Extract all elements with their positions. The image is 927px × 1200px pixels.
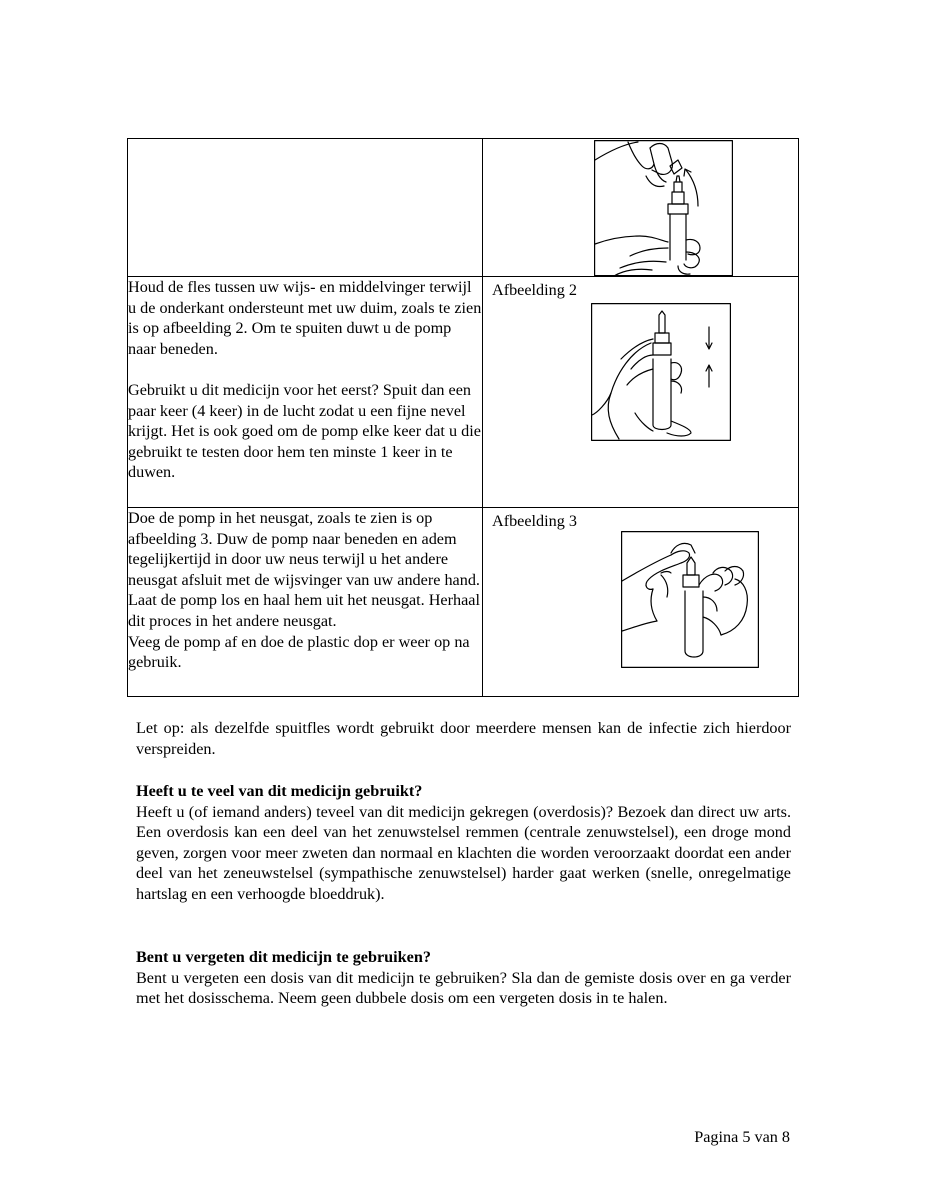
section-heading: Bent u vergeten dit medicijn te gebruiken?: [136, 948, 431, 966]
instructions-table: [127, 138, 799, 697]
section-body: Heeft u (of iemand anders) teveel van dit medicijn gekregen (overdosis)? Bezoek dan direct uw arts. Een overdosis kan een deel van het zenuwstelsel remmen (centrale zenuwstelsel), een droge mond geven, zorgen voor meer zweten dan normaal en klachten die worden veroorzaakt doordat een ander deel van het zeneuwstelsel (sympathische zenuwstelsel) harder gaat werken (snelle, onregelmatige hartslag en een verhoogde bloeddruk).: [136, 802, 791, 903]
figure-cell: [483, 139, 799, 277]
instruction-text-cell: [128, 277, 483, 508]
overdose-section: [136, 781, 791, 905]
instruction-text-cell: [128, 139, 483, 277]
nasal-spray-priming-illustration: [591, 303, 731, 441]
figure-caption: Afbeelding 2: [492, 281, 577, 299]
nasal-spray-cap-removal-illustration: [594, 140, 733, 276]
section-body: Bent u vergeten een dosis van dit medicijn te gebruiken? Sla dan de gemiste dosis over en ga verder met het dosisschema. Neem geen dubbele dosis om een vergeten dosis in te halen.: [136, 968, 791, 1008]
forgotten-dose-section: [136, 947, 791, 1009]
table-row: [128, 139, 799, 277]
instruction-paragraph: Houd de fles tussen uw wijs- en middelvinger terwijl u de onderkant ondersteunt met uw duim, zoals te zien is op afbeelding 2. Om te spuiten duwt u de pomp naar beneden.: [128, 278, 482, 358]
table-row: [128, 508, 799, 697]
page-number: Pagina 5 van 8: [694, 1128, 790, 1146]
instruction-paragraph: Doe de pomp in het neusgat, zoals te zien is op afbeelding 3. Duw de pomp naar beneden en adem tegelijkertijd in door uw neus terwijl u het andere neusgat afsluit met de wijsvinger van uw andere hand. Laat de pomp los en haal hem uit het neusgat. Herhaal dit proces in het andere neusgat. Veeg de pomp af en doe de plastic dop er weer op na gebruik.: [128, 509, 480, 672]
figure-cell: [483, 277, 799, 508]
warning-note: Let op: als dezelfde spuitfles wordt gebruikt door meerdere mensen kan de infectie zich hierdoor verspreiden.: [136, 719, 791, 758]
table-row: [128, 277, 799, 508]
instruction-text-cell: [128, 508, 483, 697]
instruction-paragraph: Gebruikt u dit medicijn voor het eerst? Spuit dan een paar keer (4 keer) in de lucht zodat u een fijne nevel krijgt. Het is ook goed om de pomp elke keer dat u die gebruikt te testen door hem ten minste 1 keer in te duwen.: [128, 380, 481, 482]
section-heading: Heeft u te veel van dit medicijn gebruikt?: [136, 782, 423, 800]
nasal-spray-use-illustration: [621, 531, 759, 668]
figure-cell: [483, 508, 799, 697]
figure-caption: Afbeelding 3: [492, 512, 577, 530]
